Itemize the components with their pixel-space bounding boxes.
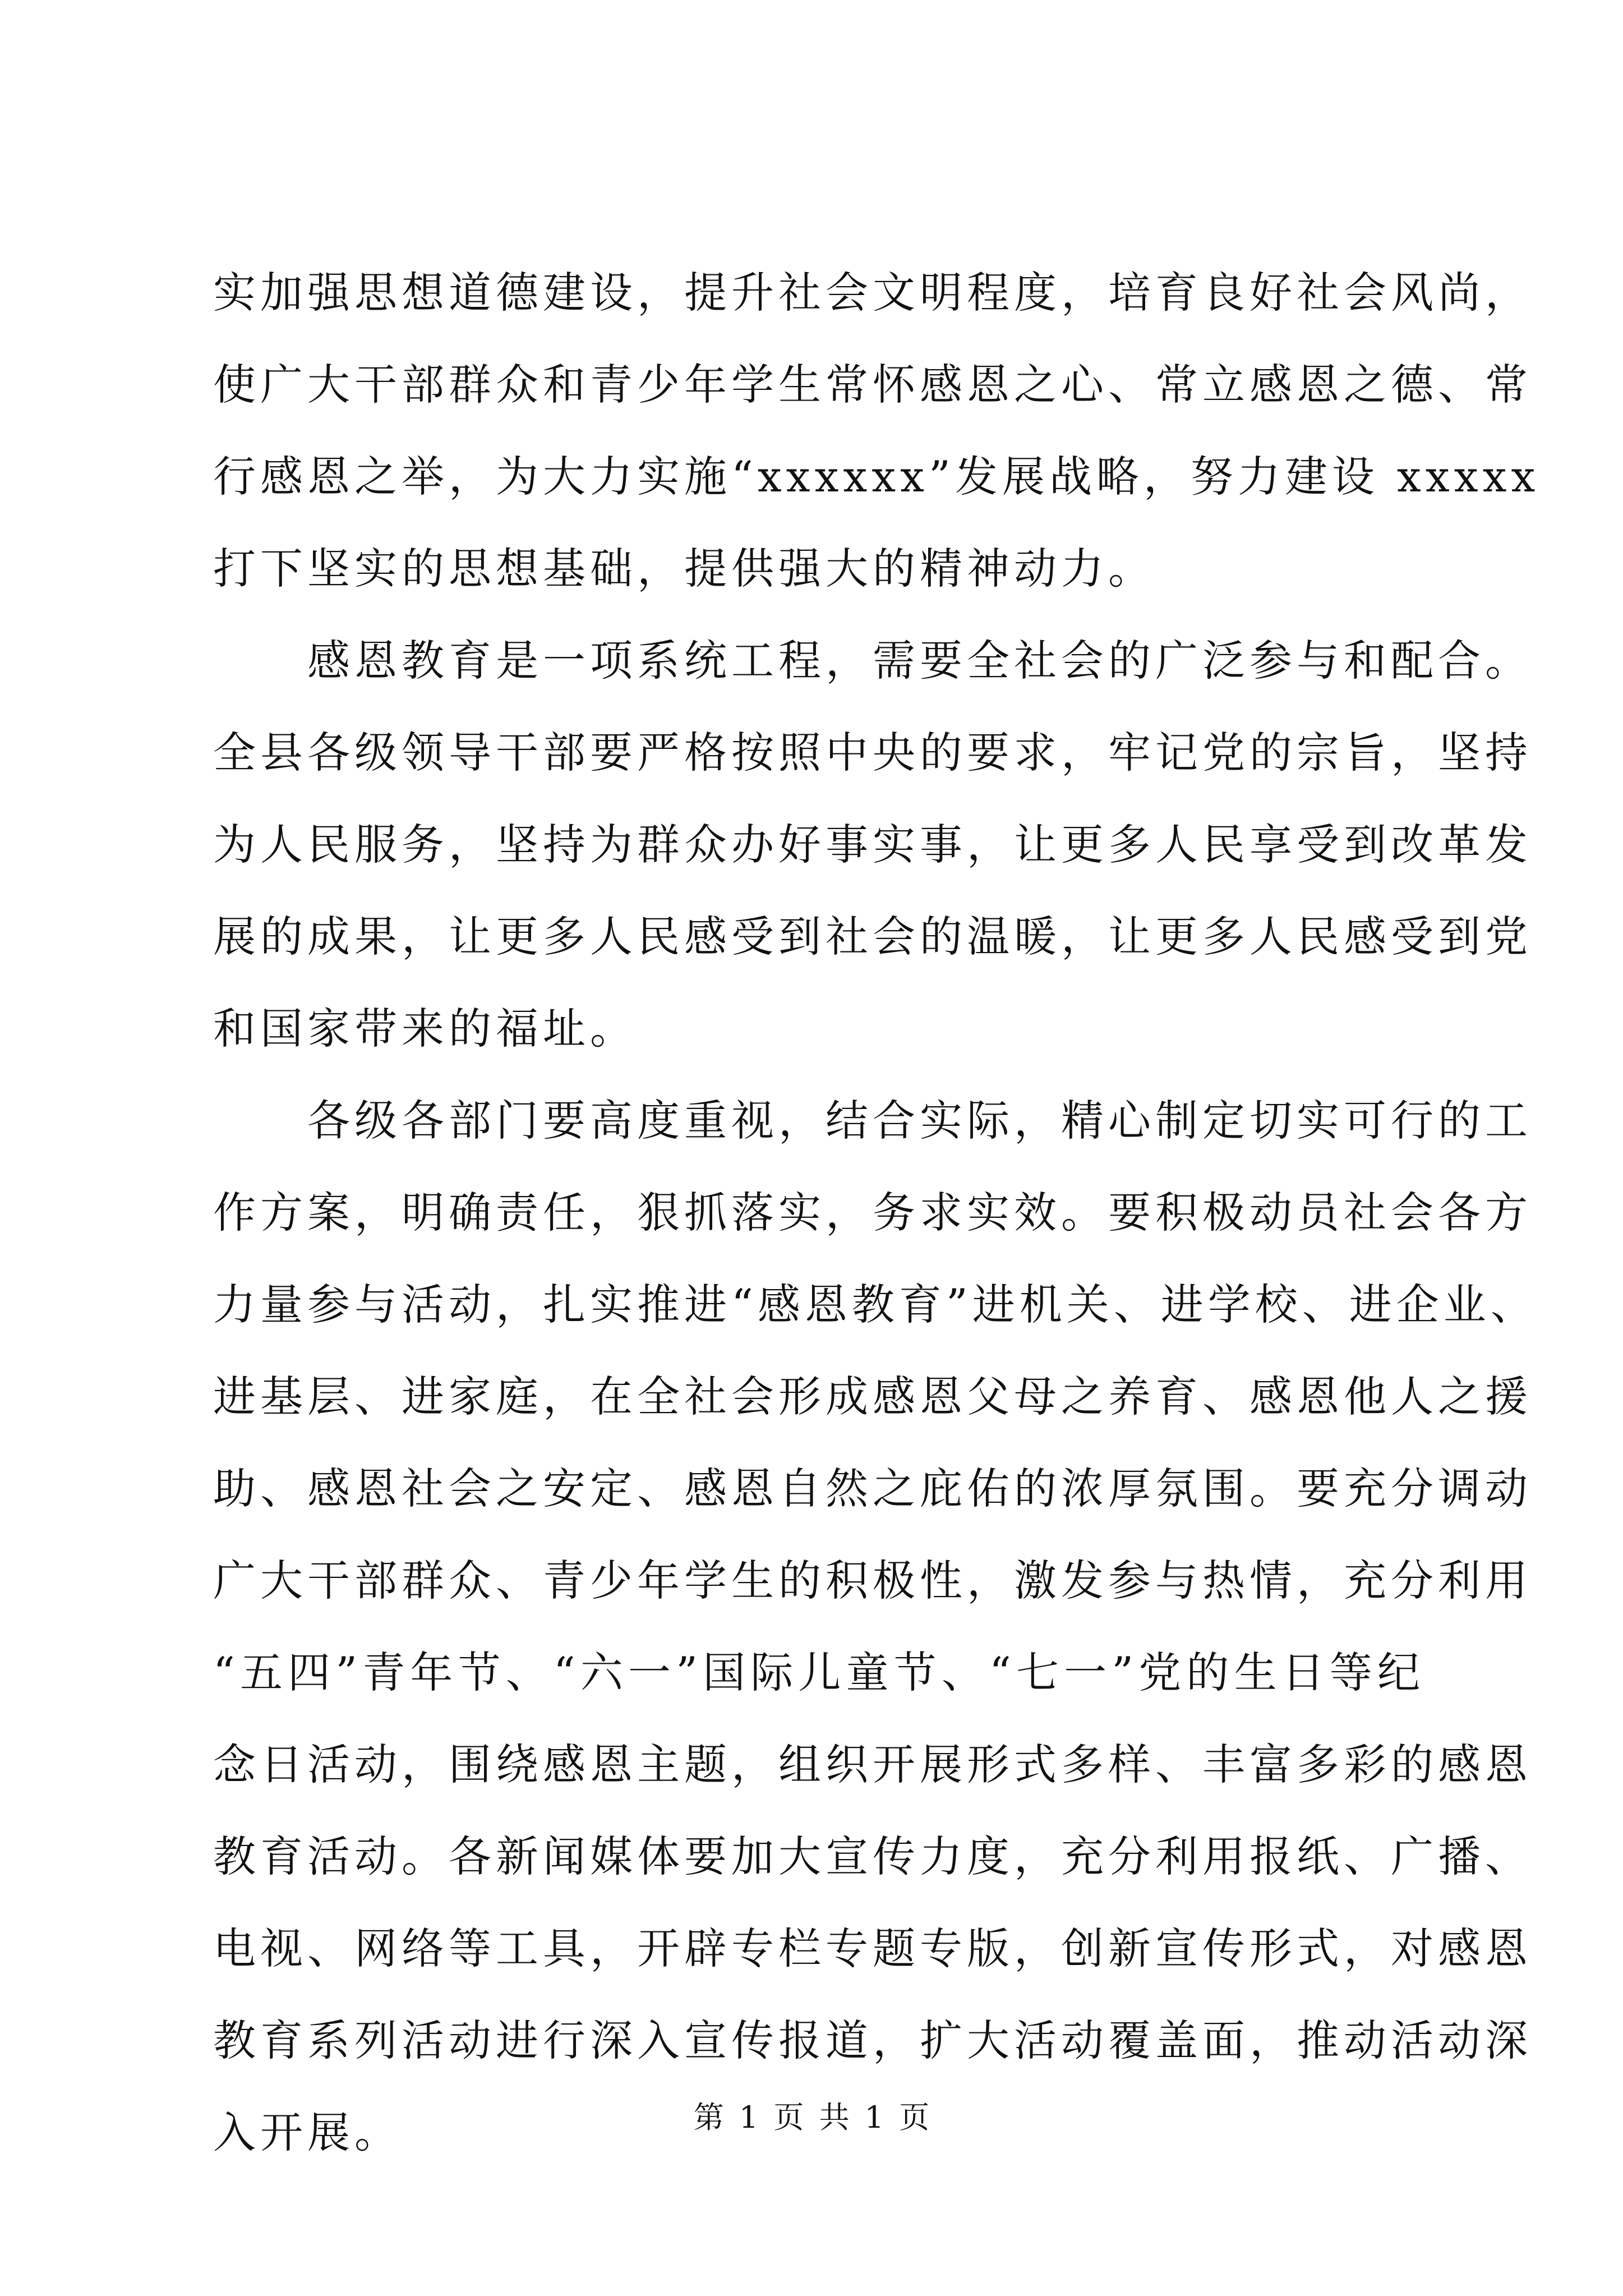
- paragraph-line: 全县各级领导干部要严格按照中央的要求，牢记党的宗旨，坚持: [213, 728, 1532, 777]
- paragraph-line: 打下坚实的思想基础，提供强大的精神动力。: [213, 544, 1155, 593]
- paragraph-line: 助、感恩社会之安定、感恩自然之庇佑的浓厚氛围。要充分调动: [213, 1464, 1532, 1513]
- paragraph-line: 使广大干部群众和青少年学生常怀感恩之心、常立感恩之德、常: [213, 360, 1532, 409]
- paragraph-line: 广大干部群众、青少年学生的积极性，激发参与热情，充分利用: [213, 1556, 1532, 1605]
- paragraph-line: 为人民服务，坚持为群众办好事实事，让更多人民享受到改革发: [213, 820, 1532, 869]
- document-body: [213, 247, 1540, 2179]
- page-footer: 第 1 页 共 1 页: [693, 2100, 930, 2135]
- paragraph-line: 电视、网络等工具，开辟专栏专题专版，创新宣传形式，对感恩: [213, 1924, 1532, 1973]
- paragraph-line: 实加强思想道德建设，提升社会文明程度，培育良好社会风尚，: [213, 268, 1532, 318]
- paragraph-line: 感恩教育是一项系统工程，需要全社会的广泛参与和配合。: [307, 636, 1532, 685]
- paragraph-line: 念日活动，围绕感恩主题，组织开展形式多样、丰富多彩的感恩: [213, 1740, 1532, 1789]
- paragraph-line: 行感恩之举，为大力实施“xxxxxx”发展战略，努力建设 xxxxx: [213, 452, 1540, 501]
- paragraph-line: “五四”青年节、“六一”国际儿童节、“七一”党的生日等纪: [213, 1648, 1424, 1697]
- paragraph-line: 作方案，明确责任，狠抓落实，务求实效。要积极动员社会各方: [213, 1188, 1532, 1237]
- paragraph-line: 教育系列活动进行深入宣传报道，扩大活动覆盖面，推动活动深: [213, 2016, 1532, 2065]
- paragraph-line: 力量参与活动，扎实推进“感恩教育”进机关、进学校、进企业、: [213, 1280, 1538, 1329]
- paragraph-line: 教育活动。各新闻媒体要加大宣传力度，充分利用报纸、广播、: [213, 1832, 1532, 1881]
- paragraph-line: 各级各部门要高度重视，结合实际，精心制定切实可行的工: [307, 1096, 1532, 1145]
- paragraph-line: 展的成果，让更多人民感受到社会的温暖，让更多人民感受到党: [213, 912, 1532, 961]
- paragraph-line: 和国家带来的福址。: [213, 1004, 637, 1053]
- paragraph-line: 入开展。: [213, 2108, 402, 2157]
- paragraph-line: 进基层、进家庭，在全社会形成感恩父母之养育、感恩他人之援: [213, 1372, 1532, 1421]
